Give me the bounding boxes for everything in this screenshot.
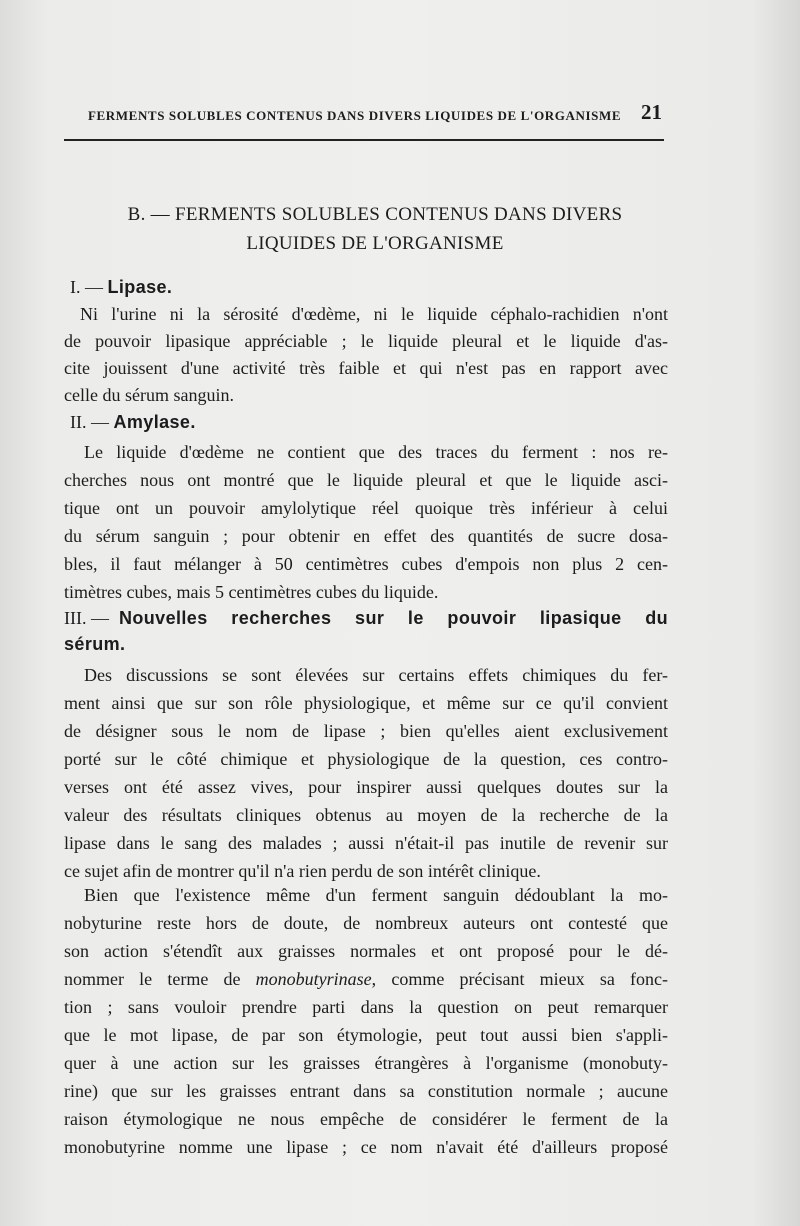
subheading-number: I. — <box>70 277 103 297</box>
text-line: valeur des résultats cliniques obtenus au moyen de la recherche de la <box>64 805 668 825</box>
text-line: ment ainsi que sur son rôle physiologique, et même sur ce qu'il convient <box>64 693 668 713</box>
text-line: porté sur le côté chimique et physiologique de la question, ces contro- <box>64 749 668 769</box>
text-line: celle du sérum sanguin. <box>64 385 234 405</box>
text-line: Ni l'urine ni la sérosité d'œdème, ni le liquide céphalo-rachidien n'ont <box>80 304 668 324</box>
text-line: cherches nous ont montré que le liquide pleural et que le liquide asci- <box>64 470 668 490</box>
section-title-line-1: B. — FERMENTS SOLUBLES CONTENUS DANS DIVERS <box>127 204 623 225</box>
text-segment: , comme précisant mieux sa fonc- <box>371 969 668 989</box>
text-line: Des discussions se sont élevées sur certains effets chimiques du fer- <box>84 665 668 685</box>
text-line: timètres cubes, mais 5 centimètres cubes du liquide. <box>64 582 439 602</box>
subheading-label-continued: sérum. <box>64 634 126 654</box>
header-rule <box>64 139 664 141</box>
running-title: FERMENTS SOLUBLES CONTENUS DANS DIVERS LIQUIDES DE L'ORGANISME <box>88 108 622 123</box>
section-title <box>80 200 670 258</box>
subheading-number: III. — <box>64 608 109 628</box>
text-line: quer à une action sur les graisses étrangères à l'organisme (monobuty- <box>64 1053 668 1073</box>
subheading-label: Amylase. <box>113 412 196 432</box>
text-line: raison étymologique ne nous empêche de considérer le ferment de la <box>64 1109 668 1129</box>
section-title-line-2: LIQUIDES DE L'ORGANISME <box>246 233 504 254</box>
page-number: 21 <box>641 100 662 124</box>
text-line: que le mot lipase, de par son étymologie, peut tout aussi bien s'appli- <box>64 1025 668 1045</box>
subheading-number: II. — <box>70 412 109 432</box>
text-line: monobutyrine nomme une lipase ; ce nom n'avait été d'ailleurs proposé <box>64 1137 668 1157</box>
subheading-nouvelles-recherches <box>64 605 668 657</box>
text-line: de désigner sous le nom de lipase ; bien qu'elles aient exclusivement <box>64 721 668 741</box>
text-line: lipase dans le sang des malades ; aussi n'était-il pas inutile de revenir sur <box>64 833 668 853</box>
text-line: son action s'étendît aux graisses normales et ont proposé pour le dé- <box>64 941 668 961</box>
subheading-amylase <box>70 409 196 435</box>
text-segment: nommer le terme de <box>64 969 241 989</box>
italic-term: monobutyrinase <box>255 969 372 989</box>
text-line: nobyturine reste hors de doute, de nombreux auteurs ont contesté que <box>64 913 668 933</box>
subheading-label: Lipase. <box>107 277 173 297</box>
text-line: Bien que l'existence même d'un ferment sanguin dédoublant la mo- <box>84 885 668 905</box>
text-line: du sérum sanguin ; pour obtenir en effet des quantités de sucre dosa- <box>64 526 668 546</box>
text-line: verses ont été assez vives, pour inspirer aussi quelques doutes sur la <box>64 777 668 797</box>
text-line: tique ont un pouvoir amylolytique réel quoique très inférieur à celui <box>64 498 668 518</box>
text-line: cite jouissent d'une activité très faible et qui n'est pas en rapport avec <box>64 358 668 378</box>
text-line: Le liquide d'œdème ne contient que des traces du ferment : nos re- <box>84 442 668 462</box>
page-header <box>88 100 668 128</box>
text-line <box>64 965 668 993</box>
subheading-lipase <box>70 274 172 300</box>
text-line: rine) que sur les graisses entrant dans sa constitution normale ; aucune <box>64 1081 668 1101</box>
text-line: bles, il faut mélanger à 50 centimètres cubes d'empois non plus 2 cen- <box>64 554 668 574</box>
text-line: tion ; sans vouloir prendre parti dans la question on peut remarquer <box>64 997 668 1017</box>
text-line: de pouvoir lipasique appréciable ; le liquide pleural et le liquide d'as- <box>64 331 668 351</box>
text-line: ce sujet afin de montrer qu'il n'a rien perdu de son intérêt clinique. <box>64 861 541 881</box>
subheading-label: Nouvelles recherches sur le pouvoir lipasique du <box>118 608 668 628</box>
